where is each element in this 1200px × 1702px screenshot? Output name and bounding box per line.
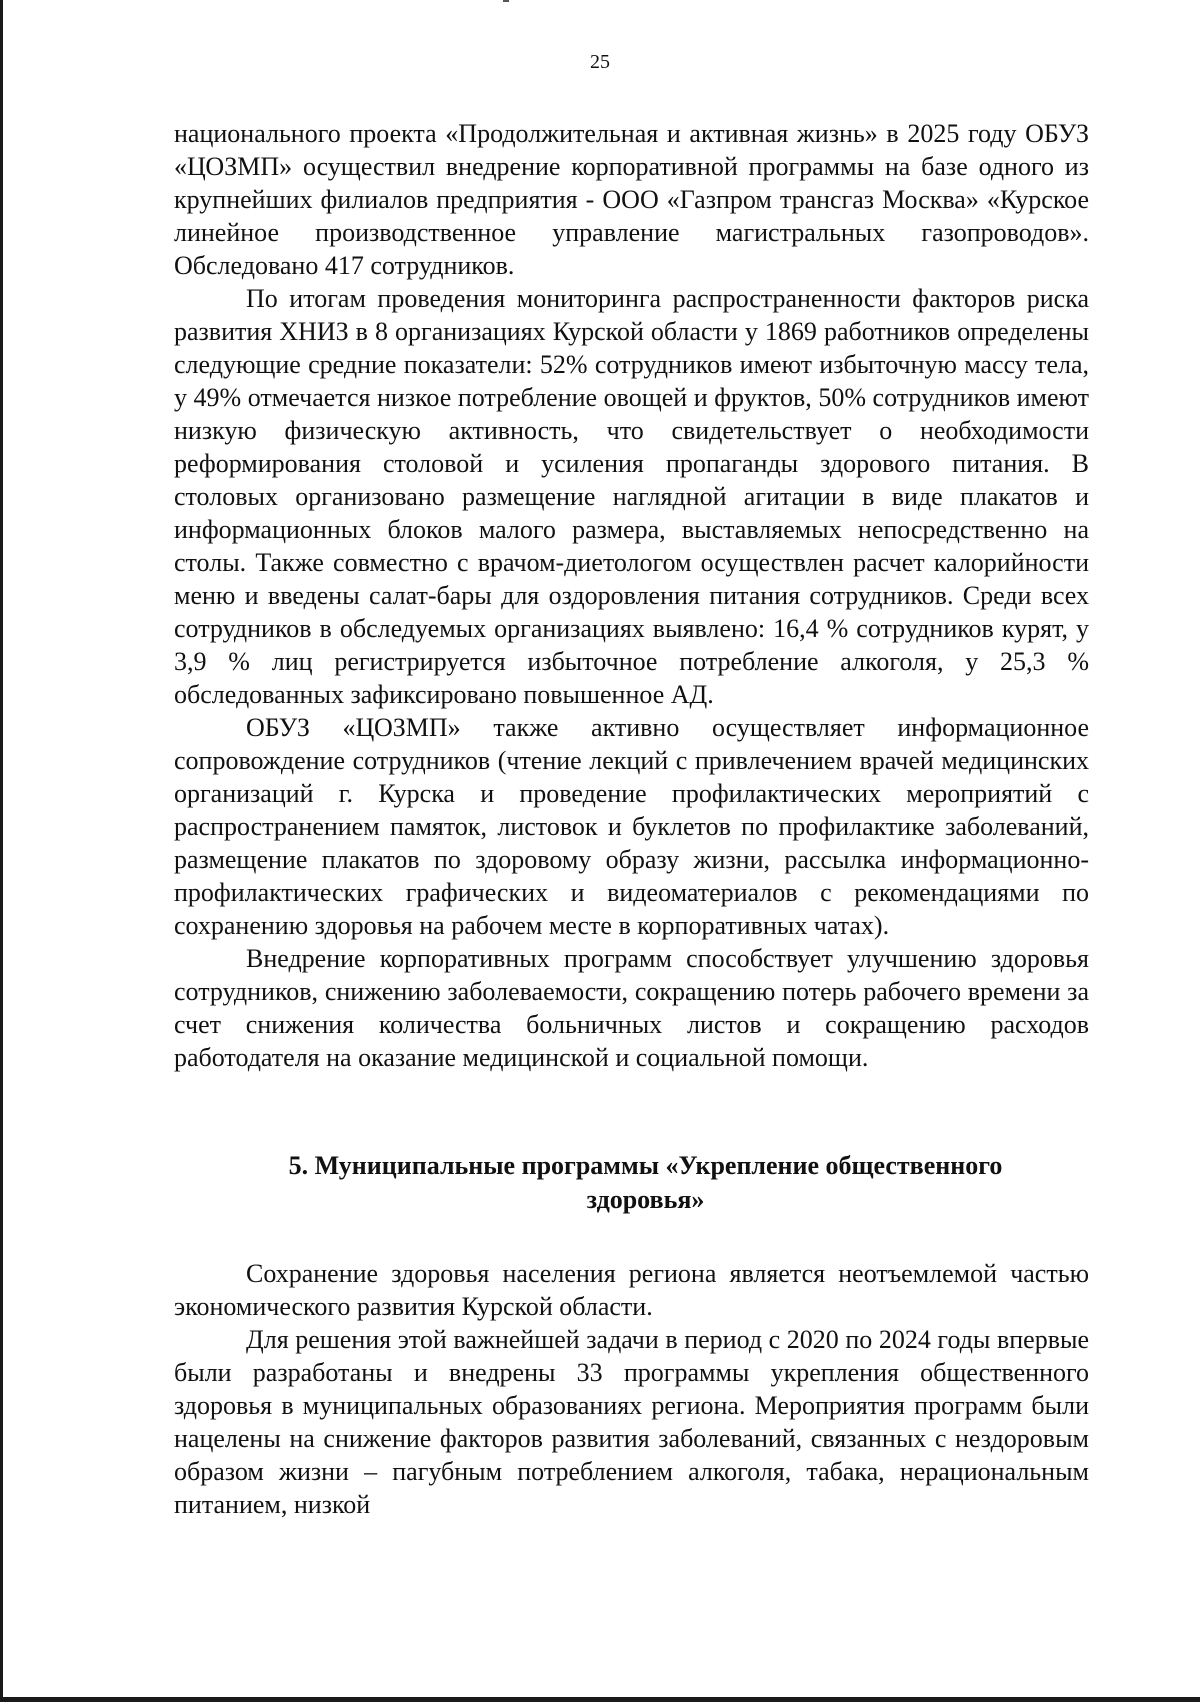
section-heading-line-2: здоровья» (586, 1185, 705, 1214)
scan-top-mark (503, 0, 509, 2)
paragraph-municipal-programs: Для решения этой важнейшей задачи в период с 2020 по 2024 годы впервые были разработаны и внедрены 33 программы укрепления общественного здоровья в муниципальных образованиях региона. Мероприятия программ были нацелены на снижение факторов развития заболеваний, связанных с нездоровым образом жизни – пагубным потреблением алкоголя, табака, нерациональным питанием, низкой (174, 1325, 1089, 1519)
section-heading (174, 1149, 1089, 1217)
paragraph-continuation: национального проекта «Продолжительная и активная жизнь» в 2025 году ОБУЗ «ЦОЗМП» осуществил внедрение корпоративной программы на базе одного из крупнейших филиалов предприятия - ООО «Газпром трансгаз Москва» «Курское линейное производственное управление магистральных газопроводов». Обследовано 417 сотрудников. (174, 119, 1089, 280)
paragraph-corporate-programs-benefits: Внедрение корпоративных программ способствует улучшению здоровья сотрудников, снижению заболеваемости, сокращению потерь рабочего времени за счет снижения количества больничных листов и сокращению расходов работодателя на оказание медицинской и социальной помощи. (174, 944, 1089, 1072)
scan-bottom-border (0, 1697, 1200, 1702)
paragraph-monitoring-results: По итогам проведения мониторинга распространенности факторов риска развития ХНИЗ в 8 организациях Курской области у 1869 работников определены следующие средние показатели: 52% сотрудников имеют избыточную массу тела, у 49% отмечается низкое потребление овощей и фруктов, 50% сотрудников имеют низкую физическую активность, что свидетельствует о необходимости реформирования столовой и усиления пропаганды здорового питания. В столовых организовано размещение наглядной агитации в виде плакатов и информационных блоков малого размера, выставляемых непосредственно на столы. Также совместно с врачом-диетологом осуществлен расчет калорийности меню и введены салат-бары для оздоровления питания сотрудников. Среди всех сотрудников в обследуемых организациях выявлено: 16,4 % сотрудников курят, у 3,9 % лиц регистрируется избыточное потребление алкоголя, у 25,3 % обследованных зафиксировано повышенное АД. (174, 284, 1089, 709)
paragraph-information-support: ОБУЗ «ЦОЗМП» также активно осуществляет информационное сопровождение сотрудников (чтение лекций с привлечением врачей медицинских организаций г. Курска и проведение профилактических мероприятий с распространением памяток, листовок и буклетов по профилактике заболеваний, размещение плакатов по здоровому образу жизни, рассылка информационно-профилактических графических и видеоматериалов с рекомендациями по сохранению здоровья на рабочем месте в корпоративных чатах). (174, 713, 1089, 940)
paragraph-public-health: Сохранение здоровья населения региона является неотъемлемой частью экономического развития Курской области. (174, 1259, 1089, 1321)
section-heading-line-1: 5. Муниципальные программы «Укрепление общественного (288, 1151, 1003, 1180)
document-body (174, 117, 1089, 1521)
scan-left-border (0, 0, 3, 1702)
page-number: 25 (590, 51, 610, 73)
